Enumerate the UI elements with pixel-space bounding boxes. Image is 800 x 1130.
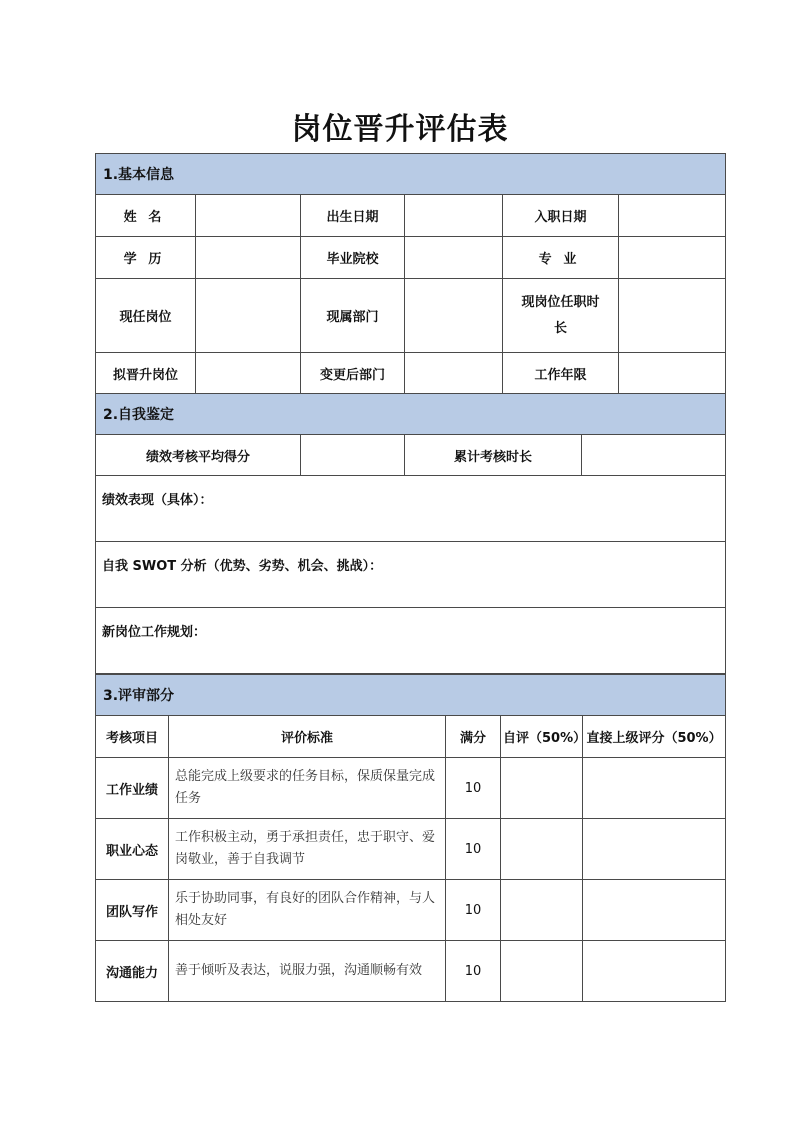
review-table — [95, 674, 726, 1002]
section-basic-info-heading: 1.基本信息 — [96, 154, 726, 195]
review-full-score: 10 — [446, 758, 501, 819]
review-item: 工作业绩 — [96, 758, 169, 819]
self-assessment-table — [95, 393, 726, 674]
header-item: 考核项目 — [96, 716, 169, 758]
table-row — [96, 941, 726, 1002]
self-score-field[interactable] — [501, 880, 583, 941]
review-criteria: 乐于协助同事，有良好的团队合作精神，与人相处友好 — [169, 880, 446, 941]
hire-date-label: 入职日期 — [503, 195, 619, 237]
review-item: 沟通能力 — [96, 941, 169, 1002]
proposed-position-label: 拟晋升岗位 — [96, 353, 196, 394]
education-label: 学历 — [96, 237, 196, 279]
avg-score-label: 绩效考核平均得分 — [96, 435, 301, 476]
swot-field[interactable] — [96, 542, 726, 608]
page-title: 岗位晋升评估表 — [291, 112, 509, 147]
performance-label: 绩效表现（具体）： — [102, 493, 213, 508]
school-label: 毕业院校 — [301, 237, 405, 279]
review-criteria: 总能完成上级要求的任务目标，保质保量完成任务 — [169, 758, 446, 819]
header-superior-score: 直接上级评分（50%） — [583, 716, 726, 758]
section-review-heading: 3.评审部分 — [96, 675, 726, 716]
total-duration-label: 累计考核时长 — [405, 435, 582, 476]
review-criteria: 工作积极主动，勇于承担责任，忠于职守、爱岗敬业，善于自我调节 — [169, 819, 446, 880]
birth-date-field[interactable] — [405, 195, 503, 237]
self-score-field[interactable] — [501, 941, 583, 1002]
total-duration-field[interactable] — [582, 435, 726, 476]
current-position-label: 现任岗位 — [96, 279, 196, 353]
work-plan-label: 新岗位工作规划： — [102, 625, 207, 640]
review-item: 团队写作 — [96, 880, 169, 941]
header-full-score: 满分 — [446, 716, 501, 758]
review-full-score: 10 — [446, 880, 501, 941]
swot-label: 自我 SWOT 分析（优势、劣势、机会、挑战）： — [102, 559, 383, 574]
review-full-score: 10 — [446, 819, 501, 880]
name-field[interactable] — [196, 195, 301, 237]
evaluation-form-table — [95, 153, 726, 195]
new-dept-field[interactable] — [405, 353, 503, 394]
current-dept-field[interactable] — [405, 279, 503, 353]
work-years-label: 工作年限 — [503, 353, 619, 394]
major-label: 专业 — [503, 237, 619, 279]
hire-date-field[interactable] — [619, 195, 726, 237]
self-score-field[interactable] — [501, 758, 583, 819]
avg-score-field[interactable] — [301, 435, 405, 476]
work-plan-field[interactable] — [96, 608, 726, 674]
section-self-assessment-heading: 2.自我鉴定 — [96, 394, 726, 435]
superior-score-field[interactable] — [583, 941, 726, 1002]
tenure-label: 现岗位任职时长 — [503, 279, 619, 353]
education-field[interactable] — [196, 237, 301, 279]
self-score-field[interactable] — [501, 819, 583, 880]
review-item: 职业心态 — [96, 819, 169, 880]
work-years-field[interactable] — [619, 353, 726, 394]
name-label: 姓名 — [96, 195, 196, 237]
new-dept-label: 变更后部门 — [301, 353, 405, 394]
superior-score-field[interactable] — [583, 819, 726, 880]
major-field[interactable] — [619, 237, 726, 279]
proposed-position-field[interactable] — [196, 353, 301, 394]
superior-score-field[interactable] — [583, 758, 726, 819]
table-row — [96, 819, 726, 880]
current-dept-label: 现属部门 — [301, 279, 405, 353]
header-criteria: 评价标准 — [169, 716, 446, 758]
current-position-field[interactable] — [196, 279, 301, 353]
performance-field[interactable] — [96, 476, 726, 542]
review-criteria: 善于倾听及表达，说服力强，沟通顺畅有效 — [169, 941, 446, 1002]
birth-date-label: 出生日期 — [301, 195, 405, 237]
review-full-score: 10 — [446, 941, 501, 1002]
school-field[interactable] — [405, 237, 503, 279]
tenure-field[interactable] — [619, 279, 726, 353]
superior-score-field[interactable] — [583, 880, 726, 941]
table-row — [96, 758, 726, 819]
table-row — [96, 880, 726, 941]
basic-info-table — [95, 194, 726, 394]
header-self-score: 自评（50%） — [501, 716, 583, 758]
